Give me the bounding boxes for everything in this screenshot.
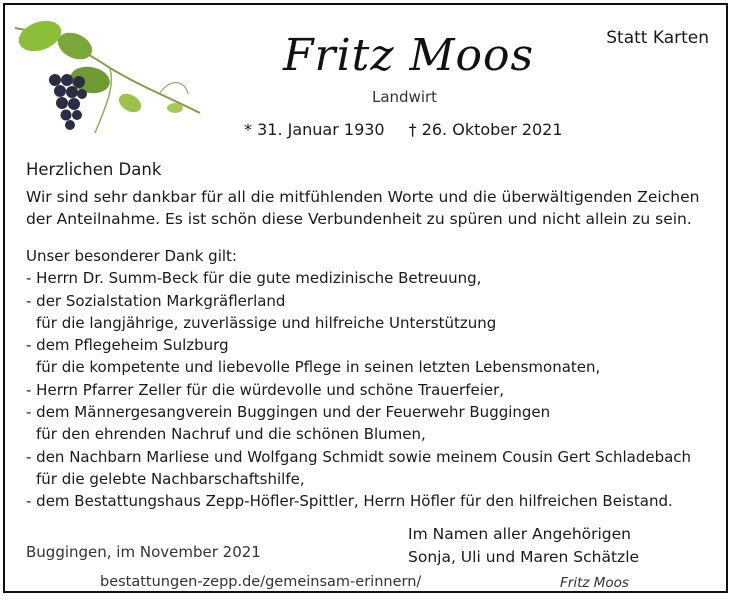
footer-name: Fritz Moos (560, 575, 629, 591)
intro-line: der Anteilnahme. Es ist schön diese Verbundenheit zu spüren und nicht allein zu sein. (26, 210, 692, 228)
signature-line: Im Namen aller Angehörigen (408, 525, 632, 543)
thanks-line: - den Nachbarn Marliese und Wolfgang Schmidt sowie meinem Cousin Gert Schladebach (26, 447, 692, 466)
thanks-list (26, 245, 691, 513)
thanks-line: für die kompetente und liebevolle Pflege in seinen letzten Lebensmonaten, (36, 358, 601, 377)
thanks-line: - Herrn Dr. Summ-Beck für die gute medizinische Betreuung, (26, 269, 482, 288)
memorial-url-link[interactable]: bestattungen-zepp.de/gemeinsam-erinnern/ (100, 574, 422, 590)
thanks-line: - dem Pflegeheim Sulzburg (26, 336, 229, 355)
deceased-name: Fritz Moos (283, 30, 535, 81)
place-date: Buggingen, im November 2021 (26, 543, 261, 561)
thanks-line: - dem Männergesangverein Buggingen und der Feuerwehr Buggingen (26, 403, 551, 422)
thanks-list-heading: Unser besonderer Dank gilt: (26, 247, 237, 265)
grapevine-icon (10, 8, 210, 143)
thanks-line: - dem Bestattungshaus Zepp-Höfler-Spittler, Herrn Höfler für den hilfreichen Beistand. (26, 492, 673, 511)
birth-date: * 31. Januar 1930 (244, 120, 385, 139)
signature-names: Sonja, Uli und Maren Schätzle (408, 548, 640, 566)
life-dates (244, 120, 563, 139)
thanks-line: für die langjährige, zuverlässige und hilfreiche Unterstützung (36, 313, 497, 332)
thanks-line: - der Sozialstation Markgräflerland (26, 291, 286, 310)
statt-karten-note: Statt Karten (606, 28, 709, 48)
thanks-heading: Herzlichen Dank (26, 160, 162, 179)
thanks-line: - Herrn Pfarrer Zeller für die würdevolle und schöne Trauerfeier, (26, 380, 505, 399)
profession: Landwirt (372, 88, 438, 106)
thanks-line: für die gelebte Nachbarschaftshilfe, (36, 469, 305, 488)
death-date: † 26. Oktober 2021 (408, 120, 563, 139)
intro-line: Wir sind sehr dankbar für all die mitfühlenden Worte und die überwältigenden Zeichen (26, 188, 700, 206)
signature-block (408, 523, 639, 569)
thanks-line: für den ehrenden Nachruf und die schönen Blumen, (36, 425, 426, 444)
intro-text (26, 186, 699, 230)
